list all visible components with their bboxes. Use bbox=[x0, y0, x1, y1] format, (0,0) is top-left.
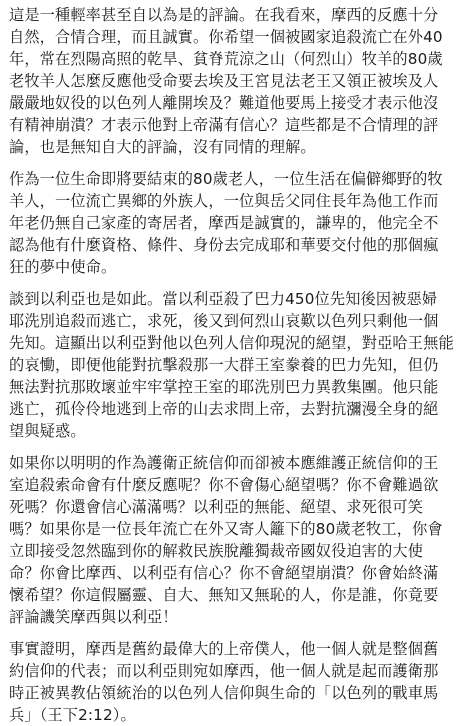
paragraph-gap bbox=[9, 442, 464, 452]
paragraph-moses-reaction: 這是一種輕率甚至自以為是的評論。在我看來，摩西的反應十分 自然，合情合理，而且誠實。你希望一個被國家追殺流亡在外40年，常在烈陽高照的乾旱、貧脊荒涼之山（何烈山）牧羊的80歲 老牧羊人怎麼反應他受命要去埃及王宮見法老王又領正被埃及人 嚴嚴地奴役的以色列人離開埃及？難道他要馬上接受才表示他沒 有精神崩潰？才表示他對上帝滿有信心？這些都是不合情理的評 論，也是無知自大的評論，沒有同情的理解。 bbox=[9, 6, 443, 156]
paragraph-elijah: 談到以利亞也是如此。當以利亞殺了巴力450位先知後因被惡婦 耶洗別追殺而逃亡，求死，後又到何烈山哀歎以色列只剩他一個 先知。這顯出以利亞對他以色列人信仰現況的絕望，對亞哈王無能 的哀慟，即便他能對抗擊殺那一大群王室豢養的巴力先知，但仍 無法對抗那敗壞並牢牢掌控王室的耶洗別巴力異教集團。他只能 逃亡，孤伶伶地逃到上帝的山去求問上帝，去對抗瀰漫全身的絕 望與疑惑。 bbox=[9, 290, 454, 440]
paragraph-rhetorical-questions: 如果你以明明的作為護衛正統信仰而卻被本應維護正統信仰的王 室追殺索命會有什麼反應呢？你不會傷心絕望嗎？你不會難過欲 死嗎？你還會信心滿滿嗎？以利亞的無能、絕望、求死很可笑 嗎？如果你是一位長年流亡在外又寄人籬下的80歲老牧工，你會 立即接受忽然臨到你的解救民族脫離獨裁帝國奴役迫害的大使 命？你會比摩西、以利亞有信心？你不會絕望崩潰？你會始終滿 懷希望？你這假屬靈、自大、無知又無恥的人，你是誰，你竟要 評論譏笑摩西與以利亞！ bbox=[9, 454, 443, 626]
paragraph-gap bbox=[9, 628, 464, 638]
paragraph-gap bbox=[9, 158, 464, 168]
paragraph-moses-humility: 作為一位生命即將要結束的80歲老人，一位生活在偏僻鄉野的牧 羊人，一位流亡異鄉的外族人，一位與岳父同住長年為他工作而 年老仍無自己家產的寄居者，摩西是誠實的，謙卑的，他完全不 認為他有什麼資格、條件、身份去完成耶和華要交付他的那個瘋 狂的夢中使命。 bbox=[9, 170, 443, 276]
paragraph-gap bbox=[9, 278, 464, 288]
paragraph-conclusion: 事實證明，摩西是舊約最偉大的上帝僕人，他一個人就是整個舊 約信仰的代表；而以利亞則宛如摩西，他一個人就是起而護衛那 時正被異教佔領統治的以色列人信仰與生命的「以色列的戰車馬 兵」（王下2:12）。 bbox=[9, 640, 439, 724]
